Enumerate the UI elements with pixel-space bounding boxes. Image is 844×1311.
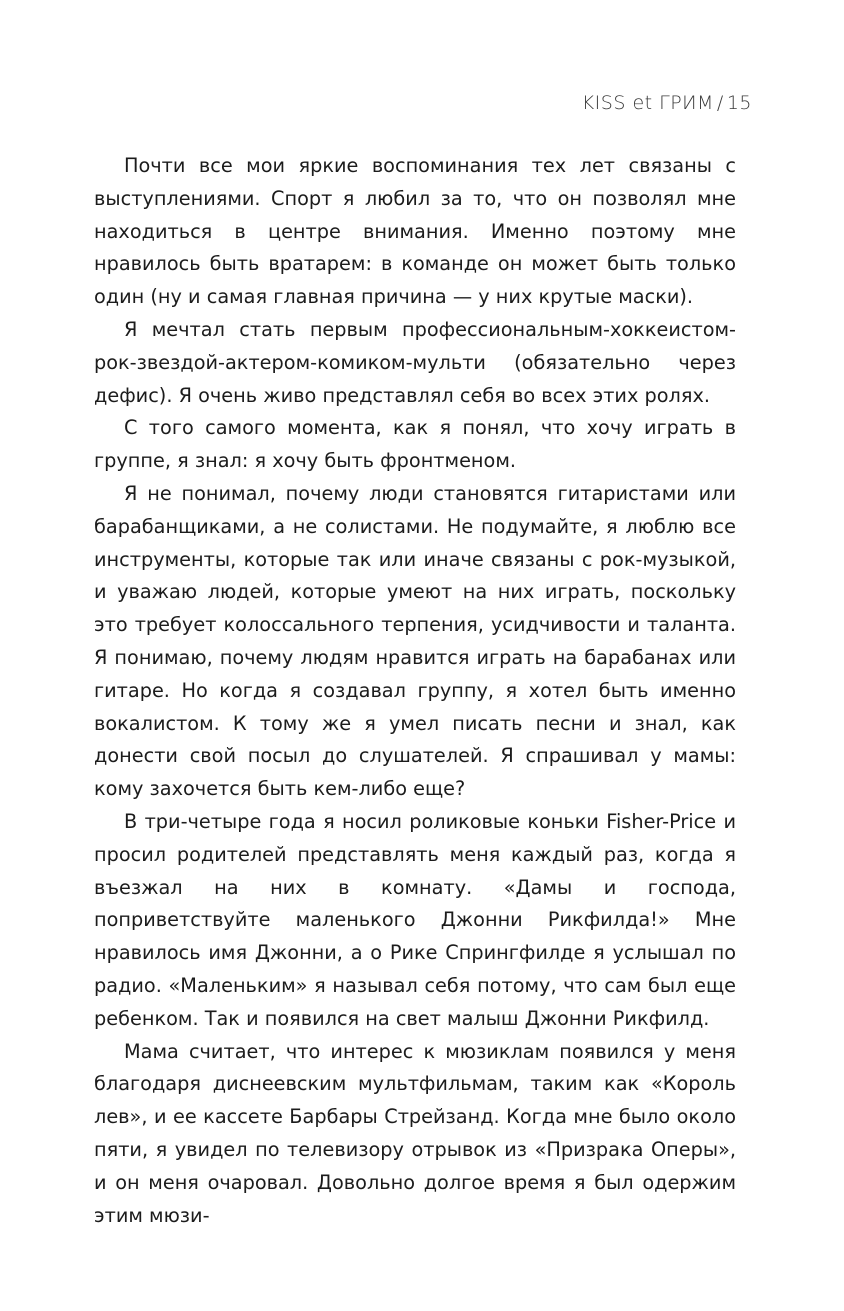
paragraph-4: Я не понимал, почему люди становятся гитаристами или барабанщиками, а не солистами. Не подумайте, я люблю все инструменты, которые так или иначе связаны с рок-музыкой, и уважаю людей, которые умеют на них играть, поскольку это требует колоссального терпения, усидчивости и таланта. Я понимаю, почему людям нравится играть на барабанах или гитаре. Но когда я создавал группу, я хотел быть именно вокалистом. К тому же я умел писать песни и знал, как донести свой посыл до слушателей. Я спрашивал у мамы: кому захочется быть кем-либо еще? bbox=[94, 481, 736, 801]
running-title: KISS et ГРИМ bbox=[581, 92, 714, 114]
page-number: 15 bbox=[726, 92, 752, 114]
body-text bbox=[94, 150, 736, 1232]
paragraph-5: В три-четыре года я носил роликовые коньки Fisher-Price и просил родителей представлять меня каждый раз, когда я въезжал на них в комнату. «Дамы и господа, поприветствуйте маленького Джонни Рикфилда!» Мне нравилось имя Джонни, а о Рике Спрингфилде я услышал по радио. «Маленьким» я называл себя потому, что сам был еще ребенком. Так и появился на свет малыш Джонни Рикфилд. bbox=[94, 809, 736, 1030]
paragraph-2: Я мечтал стать первым профессиональным-хоккеистом-рок-звездой-актером-комиком-мульти (обязательно через дефис). Я очень живо представлял себя во всех этих ролях. bbox=[94, 317, 736, 407]
header-separator: / bbox=[716, 92, 724, 114]
running-head bbox=[582, 92, 752, 114]
paragraph-3: С того самого момента, как я понял, что хочу играть в группе, я знал: я хочу быть фронтменом. bbox=[94, 416, 736, 473]
paragraph-1: Почти все мои яркие воспоминания тех лет связаны с выступлениями. Спорт я любил за то, что он позволял мне находиться в центре внимания. Именно поэтому мне нравилось быть вратарем: в команде он может быть только один (ну и самая главная причина — у них крутые маски). bbox=[94, 154, 736, 309]
paragraph-6: Мама считает, что интерес к мюзиклам появился у меня благодаря диснеевским мультфильмам, таким как «Король лев», и ее кассете Барбары Стрейзанд. Когда мне было около пяти, я увидел по телевизору отрывок из «Призрака Оперы», и он меня очаровал. Довольно долгое время я был одержим этим мюзи- bbox=[94, 1039, 736, 1227]
